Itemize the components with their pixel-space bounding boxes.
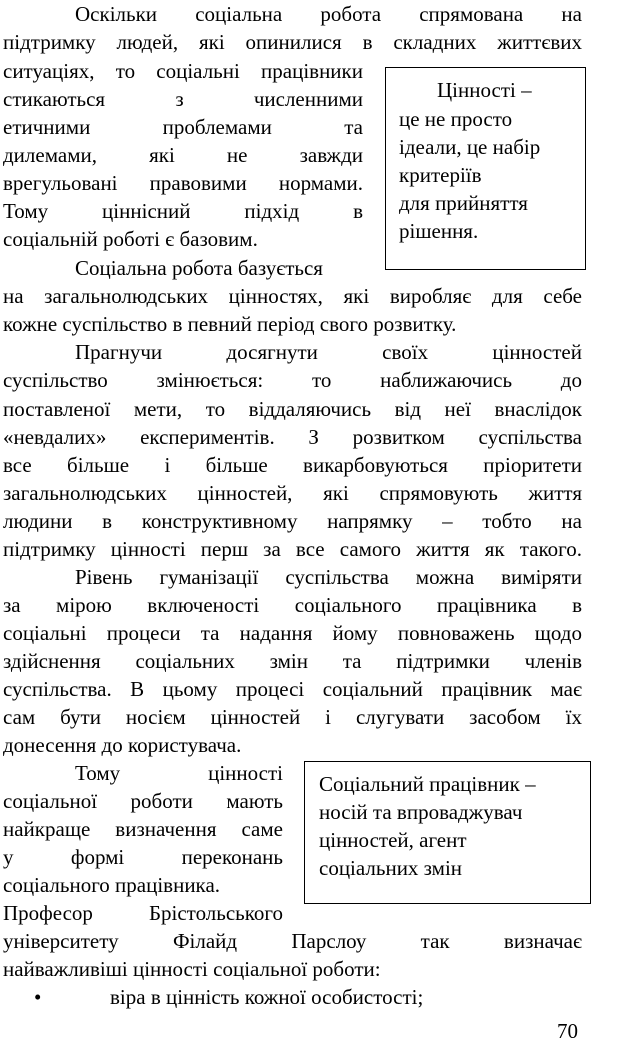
text-line: Оскільки соціальна робота спрямована на: [75, 2, 582, 26]
text-line: Тому цінності: [75, 761, 283, 785]
text-line: суспільство змінюється: то наближаючись до: [3, 368, 582, 392]
text-line: на загальнолюдських цінностях, які виробляє для себе: [3, 284, 582, 308]
text-line: соціальні процеси та надання йому повноважень щодо: [3, 621, 582, 645]
text-line: у формі переконань: [3, 845, 283, 869]
text-line: стикаються з численними: [3, 87, 363, 111]
text-line: Прагнучи досягнути своїх цінностей: [75, 340, 582, 364]
text-line: етичними проблемами та: [3, 115, 363, 139]
text-line: Соціальна робота базується: [75, 256, 323, 280]
callout-line: для прийняття: [399, 191, 528, 215]
bullet-item-text: віра в цінність кожної особистості;: [110, 985, 424, 1009]
text-line: дилемами, які не завжди: [3, 143, 363, 167]
values-definition-callout: [385, 67, 586, 270]
callout-line: рішення.: [399, 219, 479, 243]
text-line: соціальній роботі є базовим.: [3, 227, 258, 251]
text-line: здійснення соціальних змін та підтримки членів: [3, 649, 582, 673]
callout-line: носій та впроваджувач: [319, 800, 523, 824]
text-line: суспільства. В цьому процесі соціальний працівник має: [3, 677, 582, 701]
text-line: за мірою включеності соціального працівника в: [3, 593, 582, 617]
callout-line: це не просто: [399, 107, 513, 131]
page-number: 70: [557, 1019, 578, 1043]
social-worker-callout: [304, 761, 591, 904]
text-line: загальнолюдських цінностей, які спрямовують життя: [3, 481, 582, 505]
text-line: «невдалих» експериментів. З розвитком суспільства: [3, 425, 582, 449]
callout-line: соціальних змін: [319, 856, 463, 880]
text-line: соціального працівника.: [3, 873, 221, 897]
text-line: найкраще визначення саме: [3, 817, 283, 841]
text-line: ситуаціях, то соціальні працівники: [3, 59, 363, 83]
text-line: людини в конструктивному напрямку – тобто на: [3, 509, 582, 533]
text-line: підтримку цінності перш за все самого життя як такого.: [3, 537, 582, 561]
callout-line: цінностей, агент: [319, 828, 467, 852]
callout-line: критеріїв: [399, 163, 482, 187]
text-line: найважливіші цінності соціальної роботи:: [3, 957, 381, 981]
text-line: все більше і більше викарбовуються пріоритети: [3, 453, 582, 477]
text-line: університету Філайд Парслоу так визначає: [3, 929, 582, 953]
bullet-icon: •: [34, 985, 42, 1009]
text-line: Професор Брістольського: [3, 901, 283, 925]
text-line: Рівень гуманізації суспільства можна виміряти: [75, 565, 582, 589]
text-line: сам бути носієм цінностей і слугувати засобом їх: [3, 705, 582, 729]
text-line: соціальної роботи мають: [3, 789, 283, 813]
callout-line: ідеали, це набір: [399, 135, 541, 159]
callout-line: Цінності –: [437, 78, 532, 102]
text-line: донесення до користувача.: [3, 733, 242, 757]
text-line: підтримку людей, які опинилися в складних життєвих: [3, 30, 582, 54]
text-line: кожне суспільство в певний період свого розвитку.: [3, 312, 457, 336]
text-line: врегульовані правовими нормами.: [3, 171, 363, 195]
text-line: поставленої мети, то віддаляючись від неї внаслідок: [3, 397, 582, 421]
text-line: Тому ціннісний підхід в: [3, 199, 363, 223]
callout-line: Соціальний працівник –: [319, 772, 536, 796]
